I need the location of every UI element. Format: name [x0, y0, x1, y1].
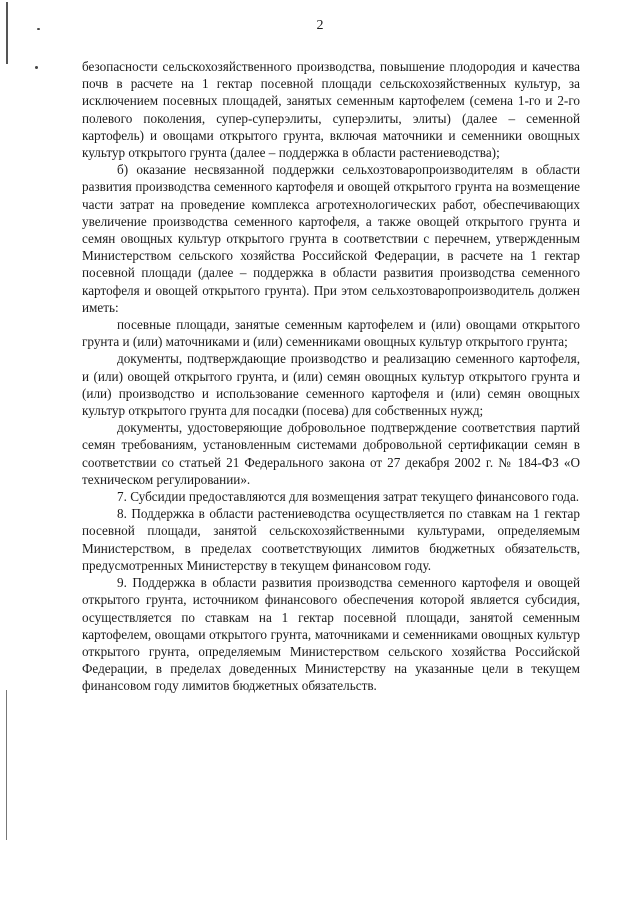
paragraph-7: 7. Субсидии предоставляются для возмещения затрат текущего финансового года. [117, 489, 580, 505]
paragraph-continuation: безопасности сельскохозяйственного производства, повышение плодородия и качества почв в расчете на 1 гектар посевной площади сельскохозяйственных культур, за исключением посевных площадей, занятых семенным картофелем (семена 1-го и 2-го полевого поколения, супер-суперэлиты, суперэлиты, элиты) (далее – семенной картофель) и овощами открытого грунта, включая маточники и семенники овощных культур открытого грунта (далее – поддержка в области растениеводства); [82, 59, 580, 161]
scan-edge-mark-bottom [6, 690, 7, 840]
paragraph-requirement-areas: посевные площади, занятые семенным картофелем и (или) овощами открытого грунта и (или) маточниками и (или) семенниками овощных культур открытого грунта; [82, 317, 580, 350]
paragraph-item-b: б) оказание несвязанной поддержки сельхозтоваропроизводителям в области развития производства семенного картофеля и овощей открытого грунта на возмещение части затрат на проведение комплекса агротехнологических работ, обеспечивающих увеличение производства семенного картофеля, а также овощей открытого грунта и семян овощных культур открытого грунта в соответствии с перечнем, утвержденным Министерством сельского хозяйства Российской Федерации, в расчете на 1 гектар посевной площади (далее – поддержка в области развития производства семенного картофеля и овощей открытого грунта). При этом сельхозтоваропроизводитель должен иметь: [82, 162, 580, 315]
paragraph-9: 9. Поддержка в области развития производства семенного картофеля и овощей открытого грунта, источником финансового обеспечения которой является субсидия, осуществляется по ставкам на 1 гектар посевной площади, занятой семенным картофелем, овощами открытого грунта, маточниками и семенниками овощных культур открытого грунта, определяемым Министерством сельского хозяйства Российской Федерации, в пределах доведенных Министерству на указанные цели в текущем финансовом году лимитов бюджетных обязательств. [82, 575, 580, 694]
document-body [82, 58, 580, 695]
paragraph-requirement-production-docs: документы, подтверждающие производство и реализацию семенного картофеля, и (или) овощей открытого грунта, и (или) семян овощных культур открытого грунта и (или) производство и использование семенного картофеля и (или) семян овощных культур открытого грунта для посадки (посева) для собственных нужд; [82, 351, 580, 419]
page-number: 2 [316, 18, 324, 33]
scan-speck [35, 66, 38, 69]
paragraph-8: 8. Поддержка в области растениеводства осуществляется по ставкам на 1 гектар посевной площади, занятой сельскохозяйственными культурами, определяемым Министерством, в пределах соответствующих лимитов бюджетных обязательств, предусмотренных Министерству в текущем финансовом году. [82, 506, 580, 573]
paragraph-requirement-certification-docs: документы, удостоверяющие добровольное подтверждение соответствия партий семян требованиям, установленным системами добровольной сертификации семян в соответствии со статьей 21 Федерального закона от 27 декабря 2002 г. № 184-ФЗ «О техническом регулировании». [82, 420, 580, 487]
